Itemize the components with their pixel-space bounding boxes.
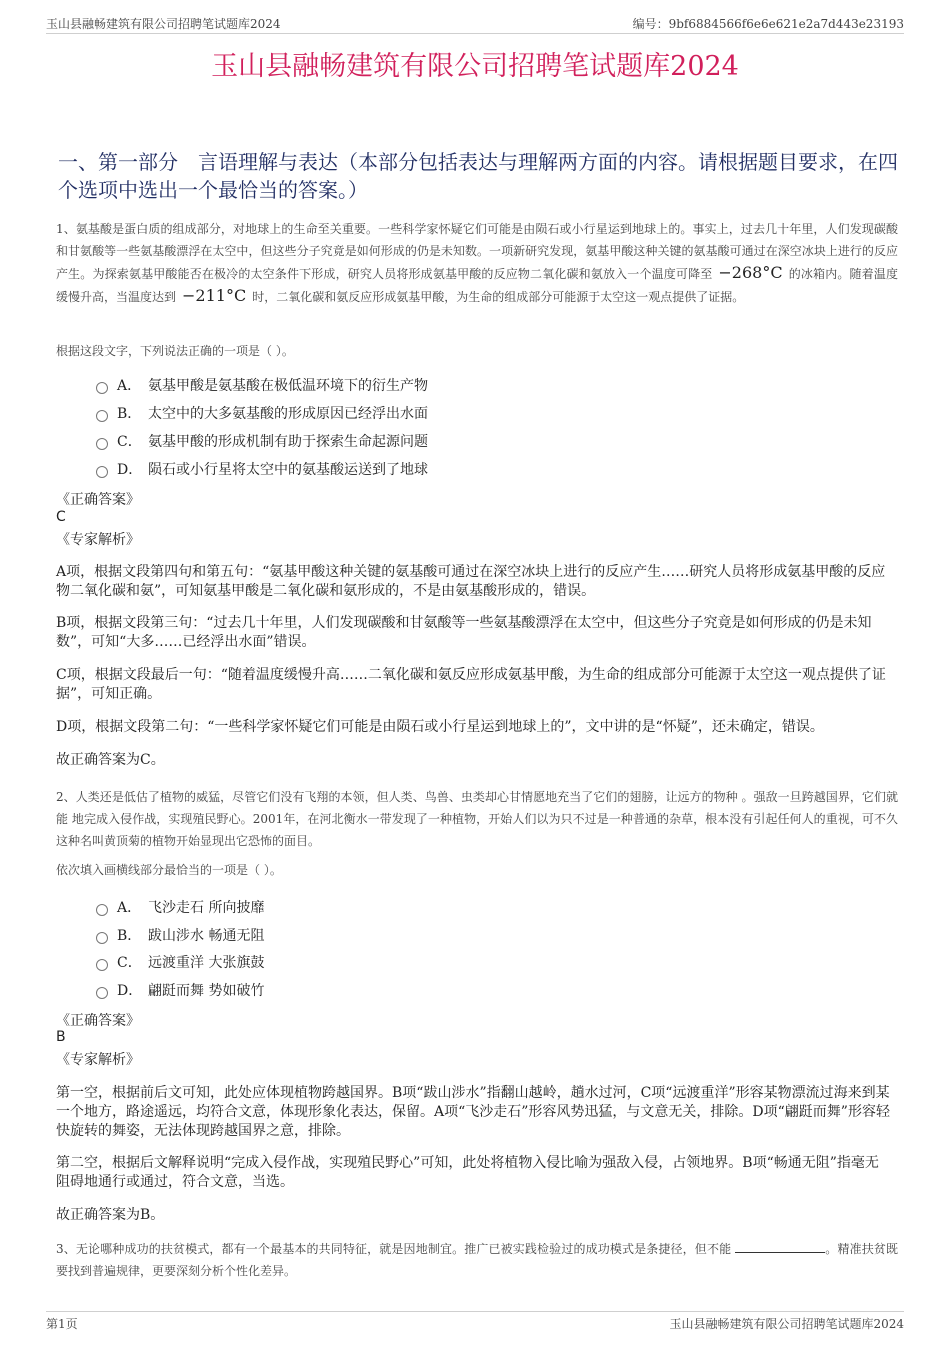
- radio-icon[interactable]: [96, 959, 108, 971]
- q1-passage-part-c: 时，二氧化碳和氨反应形成氨基甲酸，为生命的组成部分可能源于太空这一观点提供了证据。: [252, 290, 745, 304]
- q1-conclusion: 故正确答案为C。: [56, 752, 165, 768]
- option-letter: A．: [117, 900, 142, 916]
- option-text: 飞沙走石 所向披靡: [148, 900, 265, 916]
- fill-blank: [735, 1240, 825, 1253]
- header-doc-title: 玉山县融畅建筑有限公司招聘笔试题库2024: [46, 17, 281, 31]
- q1-option-a[interactable]: [96, 375, 428, 395]
- q3-passage-part-b: 。精准扶贫既要找到普遍规律，更要深刻分析个性化差异。: [56, 1242, 898, 1278]
- q1-temp-low: −268°C: [718, 263, 783, 282]
- header-doc-id: 编号：9bf6884566f6e6e621e2a7d443e23193: [632, 17, 904, 31]
- option-letter: D．: [117, 983, 143, 999]
- q1-answer: C: [56, 509, 66, 525]
- option-text: 氨基甲酸是氨基酸在极低温环境下的衍生产物: [148, 378, 428, 394]
- q2-explanation-first-blank: 第一空，根据前后文可知，此处应体现植物跨越国界。B项“跋山涉水”指翻山越岭，趟水过河，C项“远渡重洋”形容某物漂流过海来到某一个地方，路途遥远，均符合文意，体现形象化表达，保留。A项“飞沙走石”形容风势迅猛，与文意无关，排除。D项“翩跹而舞”形容轻快旋转的舞姿，无法体现跨越国界之意，排除。: [56, 1085, 890, 1139]
- page-number: 第1页: [46, 1317, 78, 1331]
- option-letter: D．: [117, 462, 143, 478]
- q1-passage-part-a: 1、氨基酸是蛋白质的组成部分，对地球上的生命至关重要。一些科学家怀疑它们可能是由陨石或小行星运到地球上的。事实上，过去几十年里，人们发现碳酸和甘氨酸等一些氨基酸漂浮在太空中，但这些分子究竟是如何形成的仍是未知数。一项新研究发现，氨基甲酸这种关键的氨基酸可通过在深空冰块上进行的反应产生。为探索氨基甲酸能否在极冷的太空条件下形成，研究人员将形成氨基甲酸的反应物二氧化碳和氨放入一个温度可降至: [56, 222, 898, 281]
- option-text: 陨石或小行星将太空中的氨基酸运送到了地球: [148, 462, 428, 478]
- page-footer: [46, 1311, 904, 1332]
- page-title: 玉山县融畅建筑有限公司招聘笔试题库2024: [211, 51, 739, 82]
- q2-passage: 2、人类还是低估了植物的威猛，尽管它们没有飞翔的本领，但人类、鸟兽、虫类却心甘情愿地充当了它们的翅膀，让远方的物种 。强敌一旦跨越国界，它们就能 地完成入侵作战，实现殖民野心。2001年，在河北衡水一带发现了一种植物，开始人们以为只不过是一种普通的杂草，根本没有引起任何人的重视，可不久这种名叫黄顶菊的植物开始显现出它恐怖的面目。: [56, 790, 898, 848]
- option-text: 远渡重洋 大张旗鼓: [148, 955, 265, 971]
- option-text: 氨基甲酸的形成机制有助于探索生命起源问题: [148, 434, 428, 450]
- option-text: 翩跹而舞 势如破竹: [148, 983, 265, 999]
- q2-option-c[interactable]: [96, 952, 264, 972]
- option-letter: B．: [117, 928, 142, 944]
- radio-icon[interactable]: [96, 987, 108, 999]
- q1-explanation-b: B项，根据文段第三句：“过去几十年里，人们发现碳酸和甘氨酸等一些氨基酸漂浮在太空中，但这些分子究竟是如何形成的仍是未知数”，可知“大多……已经浮出水面”错误。: [56, 615, 872, 650]
- radio-icon[interactable]: [96, 904, 108, 916]
- option-text: 太空中的大多氨基酸的形成原因已经浮出水面: [148, 406, 428, 422]
- radio-icon[interactable]: [96, 382, 108, 394]
- q1-passage-part-b: 的冰箱内。随着温度缓慢升高，当温度达到: [56, 267, 898, 304]
- radio-icon[interactable]: [96, 438, 108, 450]
- q3-passage-part-a: 3、无论哪种成功的扶贫模式，都有一个最基本的共同特征，就是因地制宜。推广已被实践检验过的成功模式是条捷径，但不能: [56, 1242, 732, 1256]
- q2-answer-label: 《正确答案》: [56, 1013, 140, 1029]
- q1-option-d[interactable]: [96, 459, 428, 479]
- q2-conclusion: 故正确答案为B。: [56, 1207, 165, 1223]
- q2-option-d[interactable]: [96, 980, 264, 1000]
- q2-prompt: 依次填入画横线部分最恰当的一项是（ ）。: [56, 863, 282, 877]
- q1-explanation-c: C项，根据文段最后一句：“随着温度缓慢升高……二氧化碳和氨反应形成氨基甲酸，为生命的组成部分可能源于太空这一观点提供了证据”，可知正确。: [56, 667, 886, 702]
- q1-temp-high: −211°C: [182, 286, 247, 305]
- q2-analysis-label: 《专家解析》: [56, 1052, 140, 1068]
- q2-answer: B: [56, 1029, 66, 1045]
- q1-explanation-d: D项，根据文段第二句：“一些科学家怀疑它们可能是由陨石或小行星运到地球上的”，文中讲的是“怀疑”，还未确定，错误。: [56, 719, 824, 735]
- q2-option-b[interactable]: [96, 925, 264, 945]
- option-letter: B．: [117, 406, 142, 422]
- section-heading: 一、第一部分 言语理解与表达（本部分包括表达与理解两方面的内容。请根据题目要求，在四个选项中选出一个最恰当的答案。）: [58, 150, 898, 202]
- q1-option-c[interactable]: [96, 431, 428, 451]
- radio-icon[interactable]: [96, 410, 108, 422]
- radio-icon[interactable]: [96, 466, 108, 478]
- option-letter: A．: [117, 378, 142, 394]
- q2-explanation-second-blank: 第二空，根据后文解释说明“完成入侵作战，实现殖民野心”可知，此处将植物入侵比喻为强敌入侵，占领地界。B项“畅通无阻”指毫无阻碍地通行或通过，符合文意，当选。: [56, 1155, 879, 1190]
- q3-passage: [56, 1238, 898, 1282]
- option-letter: C．: [117, 955, 142, 971]
- page-header: [46, 13, 904, 34]
- option-letter: C．: [117, 434, 142, 450]
- q2-option-a[interactable]: [96, 897, 264, 917]
- q1-analysis-label: 《专家解析》: [56, 532, 140, 548]
- option-text: 跋山涉水 畅通无阻: [148, 928, 265, 944]
- q1-answer-label: 《正确答案》: [56, 492, 140, 508]
- q1-prompt: 根据这段文字，下列说法正确的一项是（ ）。: [56, 344, 294, 358]
- q1-explanation-a: A项，根据文段第四句和第五句：“氨基甲酸这种关键的氨基酸可通过在深空冰块上进行的反应产生……研究人员将形成氨基甲酸的反应物二氧化碳和氨”，可知氨基甲酸是二氧化碳和氨形成的，不是由氨基酸形成的，错误。: [56, 564, 886, 599]
- footer-doc-title: 玉山县融畅建筑有限公司招聘笔试题库2024: [669, 1317, 904, 1331]
- q1-option-b[interactable]: [96, 403, 428, 423]
- q1-passage: [56, 218, 898, 308]
- radio-icon[interactable]: [96, 932, 108, 944]
